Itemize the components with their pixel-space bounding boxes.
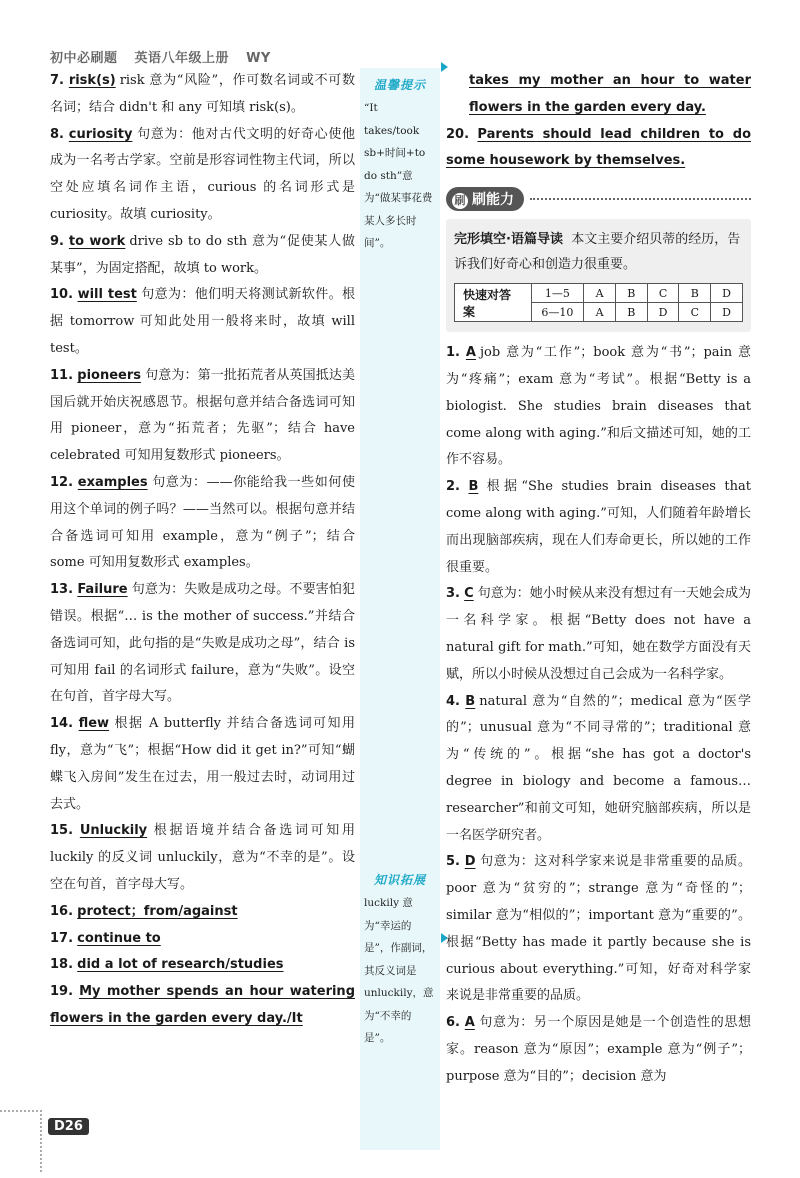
answer-item: 19. My mother spends an hour watering flowers in the garden every day./It — [50, 984, 355, 1026]
answer-item: 8. curiosity 句意为：他对古代文明的好奇心使他成为一名考古学家。空前是形容词性物主代词，所以空处应填名词作主语，curious 的名词形式是 curiosity。故填 curiosity。 — [50, 126, 355, 222]
answer-continuation: takes my mother an hour to water flowers in the garden every day. — [469, 73, 751, 115]
answer-item: 7. risk(s) risk 意为“风险”，作可数名词或不可数名词；结合 didn't 和 any 可知填 risk(s)。 — [50, 73, 355, 115]
answer-item: 2. B 根据“She studies brain diseases that come along with aging.”可知，人们随着年龄增长而出现脑部疾病，现在人们寿命更长，所以她的工作很重要。 — [446, 479, 751, 575]
answer-item: 20. Parents should lead children to do some housework by themselves. — [446, 126, 751, 169]
quick-answer-label: 快速对答案 — [454, 283, 531, 322]
header-edition: WY — [246, 51, 271, 66]
tip-text: luckily 意为“幸运的是”，作副词，其反义词是 unluckily，意为“不幸的是”。 — [364, 897, 434, 1044]
corner-decoration — [0, 1110, 42, 1172]
section-badge: 刷 刷能力 — [446, 187, 524, 211]
tips-column — [360, 68, 440, 1150]
answer-item: 3. C 句意为：她小时候从来没有想过有一天她会成为一名科学家。根据“Betty does not have a natural gift for math.”可知，她在数学方面没有天赋，所以小时候从没想过自己会成为一名科学家。 — [446, 586, 751, 682]
answer-item: 1. A job 意为“工作”；book 意为“书”；pain 意为“疼痛”；exam 意为“考试”。根据“Betty is a biologist. She studies brain diseases that come along with aging.”和后文描述可知，她的工作不容易。 — [446, 345, 751, 468]
page-header — [50, 47, 283, 66]
answer-item: 17. continue to — [50, 930, 161, 946]
answer-item: 13. Failure 句意为：失败是成功之母。不要害怕犯错误。根据“… is the mother of success.”并结合备选词可知，此句指的是“失败是成功之母”，结合 is 可知用 fail 的名词形式 failure，意为“失败”。设空在句首，首字母大写。 — [50, 582, 355, 705]
table-row: 1—5 A B C B D — [531, 284, 742, 303]
left-column — [50, 68, 355, 1033]
tip-box-reminder — [360, 76, 440, 255]
answer-item: 9. to work drive sb to do sth 意为“促使某人做某事”，为固定搭配，故填 to work。 — [50, 233, 356, 276]
header-book: 初中必刷题 — [50, 51, 118, 66]
tip-title: 温馨提示 — [373, 78, 426, 92]
answer-item: 15. Unluckily 根据语境并结合备选词可知用 luckily 的反义词 unluckily，意为“不幸的是”。设空在句首，首字母大写。 — [50, 823, 355, 892]
tip-title: 知识拓展 — [373, 873, 426, 887]
passage-intro: 完形填空·语篇导读 本文主要介绍贝蒂的经历，告诉我们好奇心和创造力很重要。 — [454, 232, 741, 273]
brush-icon: 刷 — [452, 193, 468, 209]
answer-item: 18. did a lot of research/studies — [50, 957, 284, 973]
tip-text: “It takes/took sb+时间+to do sth”意为“做某事花费某人多长时间”。 — [364, 102, 433, 249]
answer-item: 6. A 句意为：另一个原因是她是一个创造性的思想家。reason 意为“原因”；example 意为“例子”；purpose 意为“目的”；decision 意为 — [446, 1015, 751, 1084]
quick-answer-table — [454, 283, 743, 322]
answer-item: 4. B natural 意为“自然的”；medical 意为“医学的”；unusual 意为“不同寻常的”；traditional 意为“传统的”。根据“she has got a doctor's degree in biology and become a famous… researcher”和前文可知，她研究脑部疾病，所以是一名医学研究者。 — [446, 693, 752, 843]
divider — [530, 198, 751, 200]
right-column — [446, 68, 751, 1091]
answer-item: 12. examples 句意为：——你能给我一些如何使用这个单词的例子吗？——当然可以。根据句意并结合备选词可知用 example，意为“例子”；结合 some 可知用复数形式 examples。 — [50, 474, 355, 571]
header-subject: 英语八年级上册 — [134, 51, 230, 66]
answer-item: 14. flew 根据 A butterfly 并结合备选词可知用 fly，意为“飞”；根据“How did it get in?”可知“蝴蝶飞入房间”发生在过去，用一般过去时，动词用过去式。 — [50, 716, 355, 812]
answer-key-table — [531, 283, 743, 322]
section-header — [446, 187, 751, 211]
answer-item: 10. will test 句意为：他们明天将测试新软件。根据 tomorrow 可知此处用一般将来时，故填 will test。 — [50, 287, 355, 356]
cloze-summary-box — [446, 219, 751, 332]
answer-item: 11. pioneers 句意为：第一批拓荒者从英国抵达美国后就开始庆祝感恩节。根据句意并结合备选词可知用 pioneer，意为“拓荒者；先驱”；结合 have celebrated 可知用复数形式 pioneers。 — [50, 367, 355, 464]
tip-box-extension — [360, 863, 440, 1050]
answer-item: 5. D 句意为：这对科学家来说是非常重要的品质。poor 意为“贫穷的”；strange 意为“奇怪的”；similar 意为“相似的”；important 意为“重要的”。根据“Betty has made it partly because she is curious about everything.”可知，好奇对科学家来说是非常重要的品质。 — [446, 854, 751, 1004]
table-row: 6—10 A B D C D — [531, 303, 742, 322]
page-number: D26 — [48, 1118, 89, 1135]
answer-item: 16. protect；from/against — [50, 903, 238, 919]
